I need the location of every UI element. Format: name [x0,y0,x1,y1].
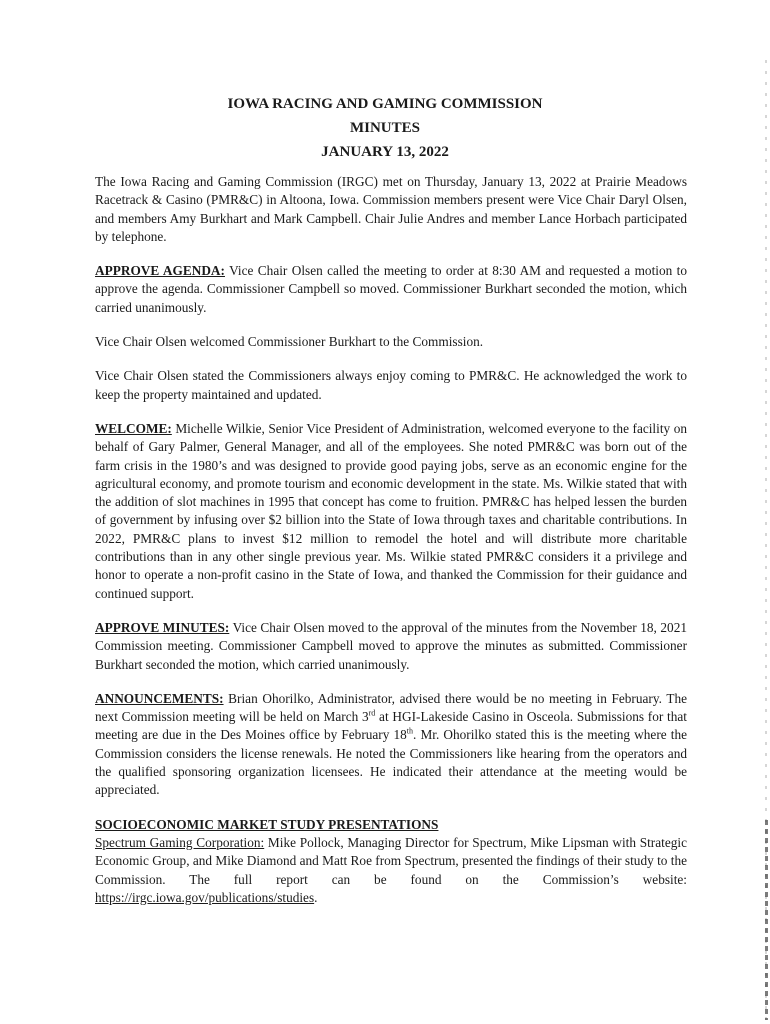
approve-minutes-text: Vice Chair Olsen moved to the approval of the minutes from the November 18, 2021 Commission meeting. Commissioner Campbell moved to approve the minutes as submitted. Commissioner Burkhart seconded the motion, which carried unanimously. [95,619,687,672]
minutes-title: MINUTES [349,120,420,136]
socioeconomic-end: . [314,889,318,905]
welcome-paragraph [95,420,687,603]
announcements-text-c: . Mr. Ohorilko stated this is the meeting where the Commission considers the license renewals. He noted the Commissioners like hearing from the operators and the qualified sponsoring organization licensees. He indicated their attendance at the meeting would be appreciated. [95,727,687,798]
announcements-sup-th: th [406,727,414,736]
meeting-date: JANUARY 13, 2022 [321,144,449,160]
commission-title: IOWA RACING AND GAMING COMMISSION [227,96,543,112]
approve-minutes-heading: APPROVE MINUTES: [95,619,230,635]
document-body [95,173,687,923]
intro-paragraph: The Iowa Racing and Gaming Commission (IRGC) met on Thursday, January 13, 2022 at Prairie Meadows Racetrack & Casino (PMR&C) in Altoona, Iowa. Commission members present were Vice Chair Daryl Olsen, and members Amy Burkhart and Mark Campbell. Chair Julie Andres and member Lance Horbach participated by telephone. [95,174,687,244]
studies-link[interactable]: https://irgc.iowa.gov/publications/studies [95,889,315,905]
announcements-sup-rd: rd [368,708,376,718]
welcome-heading: WELCOME: [95,420,172,436]
socioeconomic-paragraph [95,834,687,907]
announcements-heading: ANNOUNCEMENTS: [95,690,224,706]
scan-edge-artifact-dark [765,820,768,1020]
socioeconomic-text: Mike Pollock, Managing Director for Spectrum, Mike Lipsman with Strategic Economic Group, and Mike Diamond and Matt Roe from Spectrum, presented the findings of their study to the Commission. The full report can be found on the Commission’s website: [95,834,687,887]
spectrum-subheading: Spectrum Gaming Corporation: [95,834,265,850]
welcome-text: Michelle Wilkie, Senior Vice President of Administration, welcomed everyone to the facility on behalf of Gary Palmer, General Manager, and all of the employees. She noted PMR&C was born out of the farm crisis in the 1980’s and was designed to provide good paying jobs, serve as an economic engine for the agricultural economy, and promote tourism and economic development in the state. Ms. Wilkie stated that with the addition of slot machines in 1995 that concept has come to fruition. PMR&C has helped lessen the burden of government by infusing over $2 billion into the State of Iowa through taxes and charitable contributions. In 2022, PMR&C plans to invest $12 million to remodel the hotel and will distribute more charitable contributions than in any other single previous year. Ms. Wilkie stated PMR&C considers it a privilege and honor to operate a non-profit casino in the State of Iowa, and thanked the Commission for their guidance and continued support. [95,420,687,601]
approve-agenda-paragraph [95,262,687,317]
announcements-text-a: Brian Ohorilko, Administrator, advised there would be no meeting in February. The next Commission meeting will be held on March 3 [95,690,687,725]
approve-minutes-paragraph [95,619,687,674]
approve-agenda-heading: APPROVE AGENDA: [95,263,225,279]
document-header [80,92,690,164]
announcements-paragraph [95,690,687,800]
approve-agenda-text: Vice Chair Olsen called the meeting to order at 8:30 AM and requested a motion to approve the agenda. Commissioner Campbell so moved. Commissioner Burkhart seconded the motion, which carried unanimously. [95,263,687,315]
pmrc-note-paragraph: Vice Chair Olsen stated the Commissioners always enjoy coming to PMR&C. He acknowledged the work to keep the property maintained and updated. [95,368,687,402]
welcome-burkhart-paragraph: Vice Chair Olsen welcomed Commissioner Burkhart to the Commission. [95,334,484,350]
announcements-text-b: at HGI-Lakeside Casino in Osceola. Submissions for that meeting are due in the Des Moines office by February 18 [95,709,687,743]
socioeconomic-heading: SOCIOECONOMIC MARKET STUDY PRESENTATIONS [95,816,439,832]
